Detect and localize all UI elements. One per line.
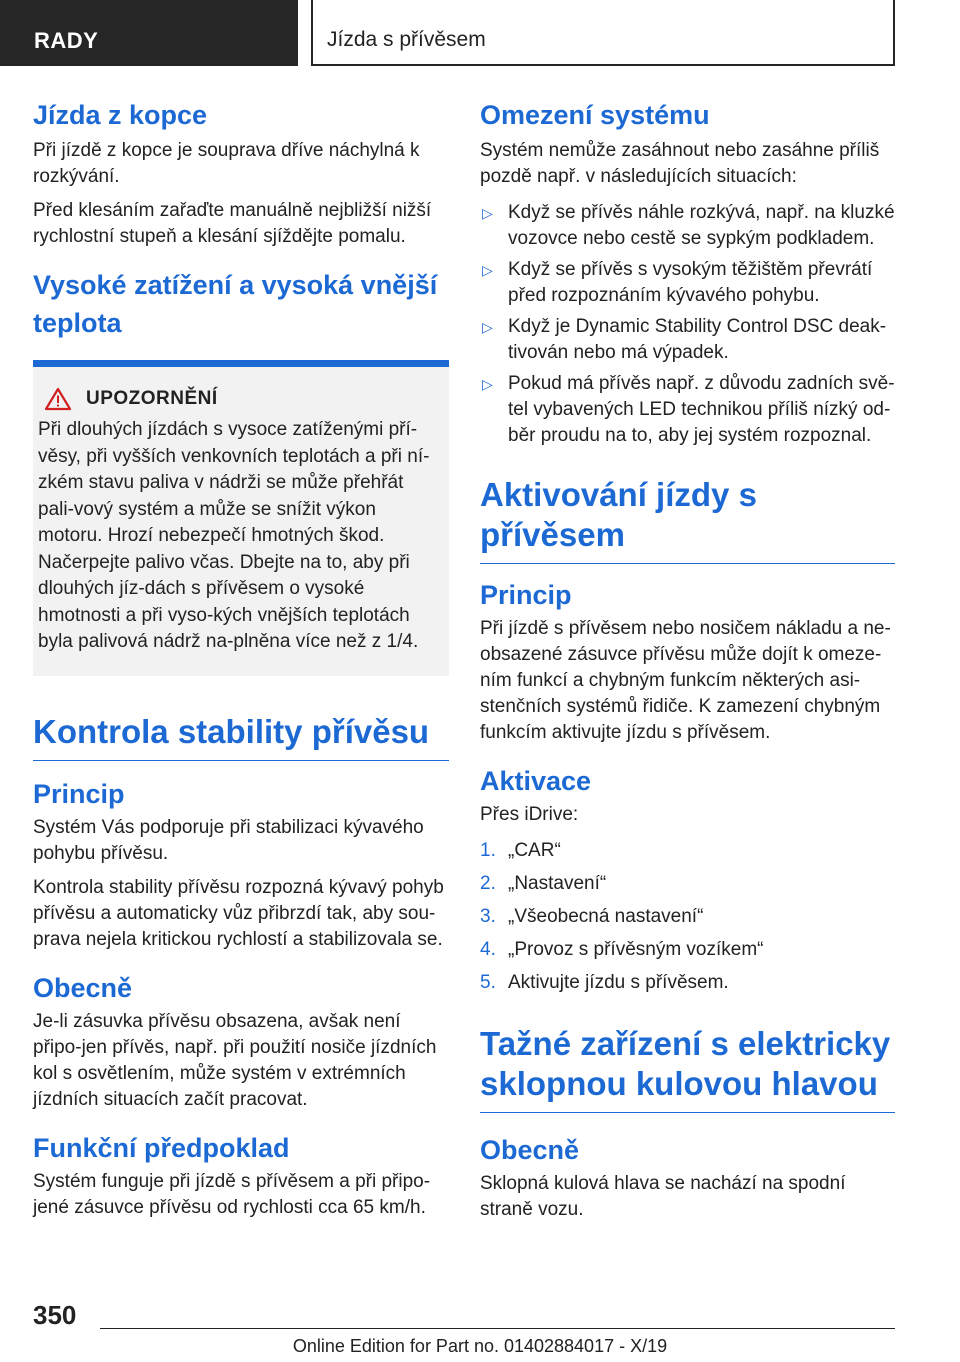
triangle-bullet-icon: ▷: [482, 205, 493, 221]
step-text: „CAR“: [508, 840, 561, 861]
heading-princip: Princip: [33, 778, 125, 809]
paragraph: Systém Vás podporuje při stabilizaci kývavého pohybu přívěsu.: [33, 816, 424, 864]
heading-aktivovani-jizdy: Aktivování jízdy s přívěsem: [480, 475, 895, 564]
heading-obecne: Obecně: [33, 972, 133, 1003]
heading-tazne-zarizeni: Tažné zařízení s elektricky sklopnou kulovou hlavou: [480, 1024, 895, 1113]
limitations-list: [480, 200, 895, 449]
heading-obecne: Obecně: [480, 1135, 580, 1165]
paragraph: Systém funguje při jízdě s přívěsem a při připo-jené zásuvce přívěsu od rychlosti cca 65 km/h.: [33, 1170, 431, 1218]
page-number: 350: [33, 1300, 77, 1330]
heading-funkcni-predpoklad: Funkční předpoklad: [33, 1132, 290, 1163]
heading-princip: Princip: [480, 580, 572, 610]
header-section-tab: [0, 0, 298, 66]
heading-aktivace: Aktivace: [480, 766, 592, 796]
warning-triangle-icon: [44, 387, 72, 411]
step-number: 5.: [480, 972, 496, 993]
step-number: 4.: [480, 939, 496, 960]
paragraph: Je-li zásuvka přívěsu obsazena, avšak není připo-jen přívěs, např. při použití nosiče jízdních kol s osvětlením, může systém v extrémních jízdních situacích začít pracovat.: [33, 1010, 437, 1110]
heading-vysoke-zatizeni: Vysoké zatížení a vysoká vnější teplota: [33, 270, 438, 338]
header-chapter-box: [311, 0, 895, 66]
step-number: 1.: [480, 840, 496, 861]
paragraph: Při jízdě s přívěsem nebo nosičem nákladu a ne-obsazené zásuvce přívěsu může dojít k omeze-ním funkcí a chybným funkcím některých asi-stenčních systémů řidiče. K zamezení chybným funkcím aktivujte jízdu s přívěsem.: [480, 618, 891, 743]
step-number: 3.: [480, 906, 496, 927]
paragraph: Před klesáním zařaďte manuálně nejbližší nižší rychlostní stupeň a klesání sjíždějte pomalu.: [33, 200, 432, 247]
paragraph: Systém nemůže zasáhnout nebo zasáhne příliš pozdě např. v následujících situacích:: [480, 140, 880, 187]
paragraph: Přes iDrive:: [480, 804, 579, 825]
step-item: [480, 937, 895, 963]
page-header: [0, 0, 960, 66]
list-item-text: Když se přívěs s vysokým těžištěm převrátí před rozpoznáním kývavého pohybu.: [508, 259, 873, 306]
warning-box: [33, 360, 449, 676]
step-text: Aktivujte jízdu s přívěsem.: [508, 972, 729, 993]
warning-text: Při dlouhých jízdách s vysoce zatíženými pří-věsy, při vyšších venkovních teplotách a při ní-zkém stavu paliva v nádrži se může přehřát pali-vový systém a může se snížit výkon motoru. Hrozí nebezpečí hmotných škod. Načerpejte palivo včas. Dbejte na to, aby při dlouhých jíz-dách s přívěsem o vysoké hmotnosti a při vyso-kých vnějších teplotách byla palivová nádrž na-plněna více než z 1/4.: [38, 419, 430, 652]
list-item: [480, 257, 895, 309]
list-item: [480, 314, 895, 366]
step-text: „Nastavení“: [508, 873, 607, 894]
heading-omezeni-systemu: Omezení systému: [480, 100, 710, 130]
activation-steps: [480, 838, 895, 996]
step-item: [480, 871, 895, 897]
page-footer: [0, 1296, 960, 1362]
header-section-label: RADY: [34, 28, 99, 53]
list-item: [480, 200, 895, 252]
list-item-text: Když se přívěs náhle rozkývá, např. na kluzké vozovce nebo cestě se sypkým podkladem.: [508, 202, 895, 249]
footer-edition-text: Online Edition for Part no. 01402884017 - X/19: [292, 1336, 668, 1356]
step-number: 2.: [480, 873, 496, 894]
triangle-bullet-icon: ▷: [482, 319, 493, 335]
list-item-text: Pokud má přívěs např. z důvodu zadních svě-tel vybavených LED technikou příliš nízký od-běr proudu na to, aby jej systém rozpoznal.: [508, 373, 895, 446]
list-item-text: Když je Dynamic Stability Control DSC deak-tivován nebo má výpadek.: [508, 316, 887, 363]
step-text: „Provoz s přívěsným vozíkem“: [508, 939, 764, 960]
header-chapter-label: Jízda s přívěsem: [327, 28, 486, 51]
triangle-bullet-icon: ▷: [482, 376, 493, 392]
triangle-bullet-icon: ▷: [482, 262, 493, 278]
paragraph: Při jízdě z kopce je souprava dříve náchylná k rozkývání.: [33, 140, 420, 187]
paragraph: Sklopná kulová hlava se nachází na spodní straně vozu.: [480, 1173, 846, 1220]
warning-title: UPOZORNĚNÍ: [86, 388, 218, 409]
step-text: „Všeobecná nastavení“: [508, 906, 704, 927]
paragraph: Kontrola stability přívěsu rozpozná kývavý pohyb přívěsu a automaticky vůz přibrzdí tak, aby sou-prava nejela kritickou rychlostí a stabilizovala se.: [33, 876, 444, 950]
heading-kontrola-stability: Kontrola stability přívěsu: [33, 712, 449, 761]
left-column: [33, 98, 449, 1221]
warning-header: [38, 387, 437, 411]
step-item: [480, 904, 895, 930]
right-column: [480, 98, 895, 1223]
step-item: [480, 838, 895, 864]
list-item: [480, 371, 895, 449]
heading-jizda-z-kopce: Jízda z kopce: [33, 100, 208, 130]
step-item: [480, 970, 895, 996]
footer-divider: [100, 1328, 895, 1329]
